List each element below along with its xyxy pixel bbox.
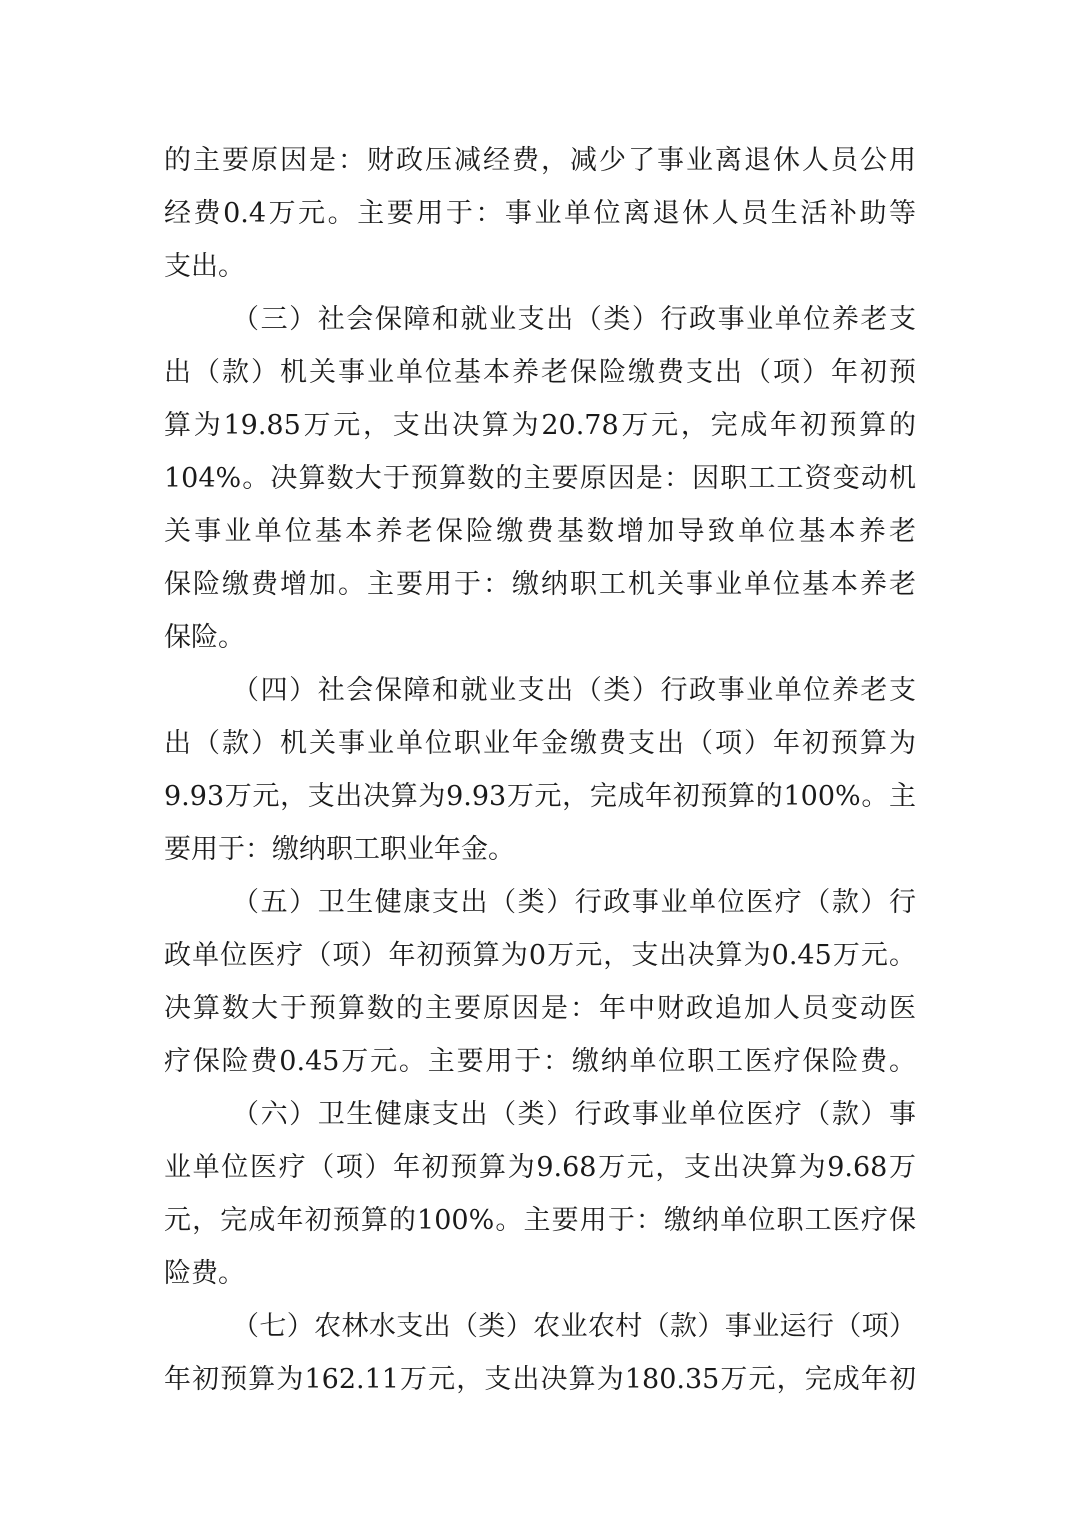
text-line: 出（款）机关事业单位职业年金缴费支出（项）年初预算为: [164, 728, 916, 759]
text-line: 元，完成年初预算的100%。主要用于：缴纳单位职工医疗保: [164, 1205, 916, 1236]
text-line: 保险缴费增加。主要用于：缴纳职工机关事业单位基本养老: [164, 569, 916, 600]
text-line: 业单位医疗（项）年初预算为9.68万元，支出决算为9.68万: [164, 1152, 916, 1183]
paragraph-heading-line: （五）卫生健康支出（类）行政事业单位医疗（款）行: [232, 887, 916, 918]
text-line: 政单位医疗（项）年初预算为0万元，支出决算为0.45万元。: [164, 940, 916, 971]
paragraph-heading-line: （六）卫生健康支出（类）行政事业单位医疗（款）事: [232, 1099, 916, 1130]
text-line: 保险。: [164, 622, 245, 653]
text-line: 险费。: [164, 1258, 245, 1289]
text-line: 算为19.85万元，支出决算为20.78万元，完成年初预算的: [164, 410, 916, 441]
text-line: 年初预算为162.11万元，支出决算为180.35万元，完成年初: [164, 1364, 916, 1395]
text-line: 关事业单位基本养老保险缴费基数增加导致单位基本养老: [164, 516, 916, 547]
text-line: 决算数大于预算数的主要原因是：年中财政追加人员变动医: [164, 993, 916, 1024]
text-line: 疗保险费0.45万元。主要用于：缴纳单位职工医疗保险费。: [164, 1046, 916, 1077]
text-line: 9.93万元，支出决算为9.93万元，完成年初预算的100%。主: [164, 781, 916, 812]
paragraph-heading-line: （三）社会保障和就业支出（类）行政事业单位养老支: [232, 304, 916, 335]
paragraph-heading-line: （七）农林水支出（类）农业农村（款）事业运行（项）: [232, 1311, 916, 1342]
text-line: 支出。: [164, 251, 245, 282]
paragraph-heading-line: （四）社会保障和就业支出（类）行政事业单位养老支: [232, 675, 916, 706]
body-text: [164, 134, 916, 1406]
text-line: 要用于：缴纳职工职业年金。: [164, 834, 515, 865]
text-line: 经费0.4万元。主要用于：事业单位离退休人员生活补助等: [164, 198, 916, 229]
text-line: 的主要原因是：财政压减经费，减少了事业离退休人员公用: [164, 145, 916, 176]
text-line: 出（款）机关事业单位基本养老保险缴费支出（项）年初预: [164, 357, 916, 388]
text-line: 104%。决算数大于预算数的主要原因是：因职工工资变动机: [164, 463, 916, 494]
